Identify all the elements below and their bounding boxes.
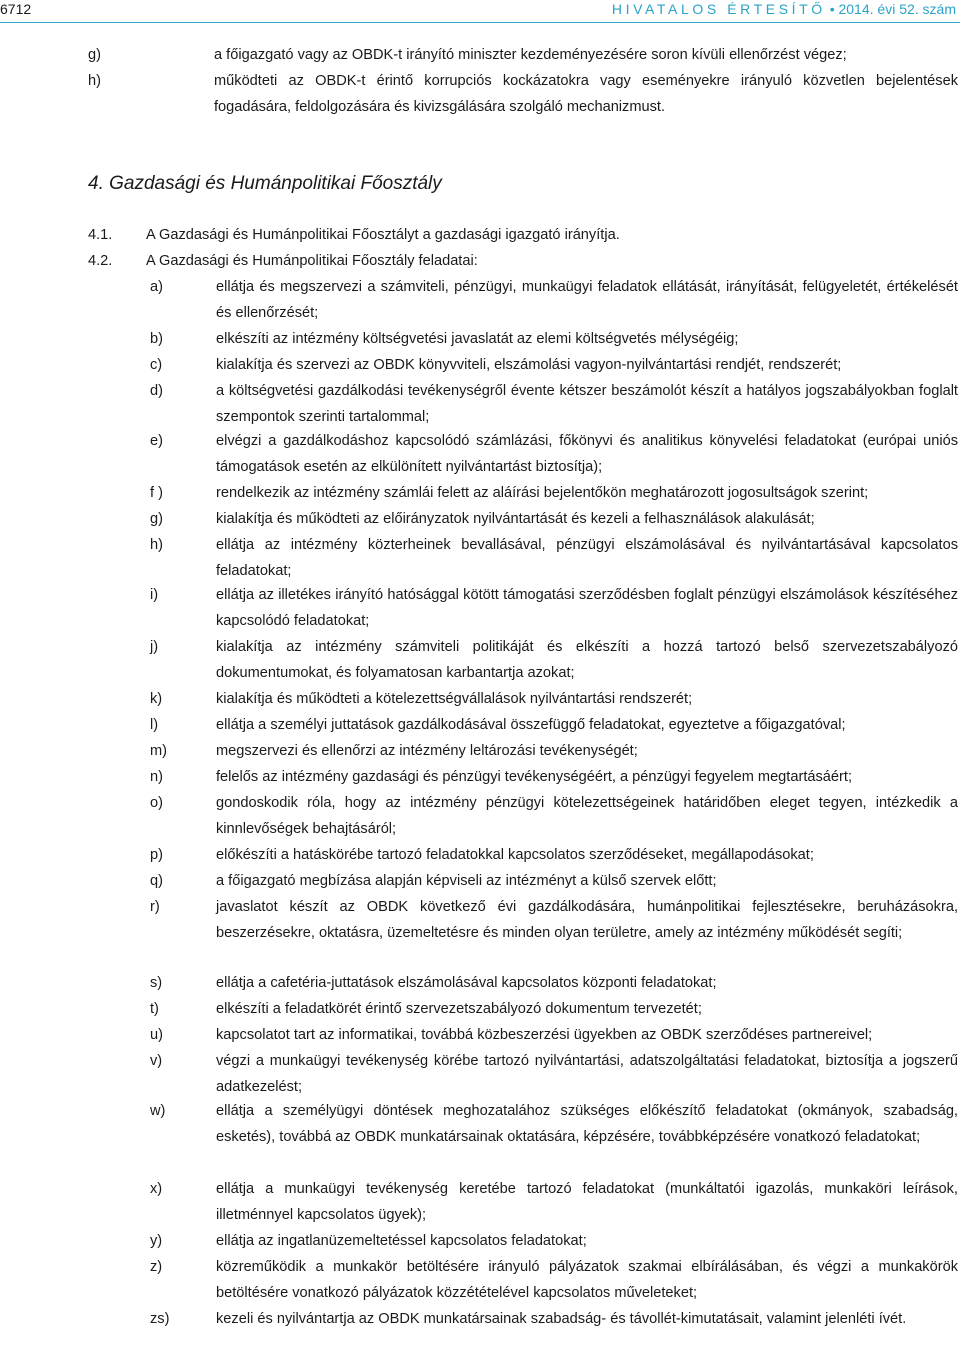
task-text: elkészíti az intézmény költségvetési javaslatát az elemi költségvetés mélységéig; (216, 331, 739, 347)
task-text: rendelkezik az intézmény számlái felett az aláírási bejelentőkön meghatározott jogosultságok szerint; (216, 485, 869, 501)
task-text: előkészíti a hatáskörébe tartozó feladatokkal kapcsolatos szerződéseket, megállapodásokat; (216, 847, 814, 863)
task-text: elvégzi a gazdálkodáshoz kapcsolódó számlázási, főkönyvi és analitikus könyvelési feladatokat (európai uniós támogatások esetén az elkülönített nyilvántartást biztosítja); (216, 433, 958, 475)
task-label: q) (150, 873, 163, 889)
task-text: végzi a munkaügyi tevékenység körébe tartozó nyilvántartási, adatszolgáltatási feladatokat, biztosítja a jogszerű adatkezelést; (216, 1053, 958, 1095)
task-label: j) (150, 639, 159, 655)
task-item (150, 1306, 958, 1332)
task-label: l) (150, 717, 159, 733)
task-label: b) (150, 331, 163, 347)
task-item (150, 1098, 958, 1150)
task-item (150, 582, 958, 634)
task-label: d) (150, 383, 163, 399)
task-text: javaslatot készít az OBDK következő évi gazdálkodására, humánpolitikai fejlesztésekre, beruházásokra, beszerzésekre, oktatásra, üzemeltetésre és minden olyan területre, amely az intézmény működését segíti; (216, 899, 958, 941)
task-text: kialakítja az intézmény számviteli politikáját és elkészíti a hozzá tartozó belső szervezetszabályozó dokumentumokat, és folyamatosan karbantartja azokat; (216, 639, 958, 681)
task-item (150, 326, 958, 352)
task-label: zs) (150, 1311, 170, 1327)
task-text: kezeli és nyilvántartja az OBDK munkatársainak szabadság- és távollét-kimutatásait, valamint jelenléti ívét. (216, 1311, 907, 1327)
task-text: kapcsolatot tart az informatikai, továbbá közbeszerzési ügyekben az OBDK szerződéses partnereivel; (216, 1027, 873, 1043)
task-item (150, 532, 958, 584)
item-text: a főigazgató vagy az OBDK-t irányító miniszter kezdeményezésére soron kívüli ellenőrzést végez; (214, 47, 847, 63)
task-text: ellátja az ingatlanüzemeltetéssel kapcsolatos feladatokat; (216, 1233, 587, 1249)
task-item (150, 274, 958, 326)
task-text: felelős az intézmény gazdasági és pénzügyi tevékenységéért, a pénzügyi fegyelem megtartásáért; (216, 769, 853, 785)
task-label: h) (150, 537, 163, 553)
header-rule (0, 22, 960, 23)
task-item (150, 868, 958, 894)
running-title (612, 0, 956, 18)
task-text: megszervezi és ellenőrzi az intézmény leltározási tevékenységét; (216, 743, 638, 759)
list-item (88, 42, 958, 68)
subsection-4-1 (88, 222, 620, 248)
task-item (150, 1228, 958, 1254)
task-label: a) (150, 279, 163, 295)
header-bullet: • (829, 1, 835, 17)
task-item (150, 634, 958, 686)
task-label: x) (150, 1181, 163, 1197)
subsection-4-2 (88, 248, 478, 274)
task-label: m) (150, 743, 168, 759)
task-text: ellátja és megszervezi a számviteli, pénzügyi, munkaügyi feladatok ellátását, irányítását, felügyeletét, értékelését és ellenőrzését; (216, 279, 958, 321)
task-text: a költségvetési gazdálkodási tevékenységről évente kétszer beszámolót készít a hatályos jogszabályokban foglalt szempontok szerinti tartalommal; (216, 383, 958, 425)
journal-name: HIVATALOS ÉRTESÍTŐ (611, 1, 826, 17)
task-item (150, 712, 958, 738)
section-title: 4. Gazdasági és Humánpolitikai Főosztály (88, 173, 442, 194)
task-item (150, 352, 958, 378)
task-item (150, 428, 958, 480)
task-label: k) (150, 691, 163, 707)
task-text: ellátja a személyügyi döntések meghozatalához szükséges előkészítő feladatokat (okmányok, szabadság, esketés), továbbá az OBDK munkatársainak oktatására, képzésére, továbbképzésére vonatkozó feladatokat; (216, 1103, 958, 1145)
task-item (150, 480, 958, 506)
task-item (150, 970, 958, 996)
task-item (150, 686, 958, 712)
subsection-number: 4.1. (88, 227, 113, 243)
task-text: ellátja a személyi juttatások gazdálkodásával összefüggő feladatokat, egyeztetve a főigazgatóval; (216, 717, 846, 733)
subsection-number: 4.2. (88, 253, 113, 269)
issue-label: 2014. évi 52. szám (838, 1, 956, 17)
task-label: y) (150, 1233, 163, 1249)
item-text: működteti az OBDK-t érintő korrupciós kockázatokra vagy eseményekre irányuló közvetlen bejelentések fogadására, feldolgozására és kivizsgálására szolgáló mechanizmust. (214, 73, 958, 115)
task-item (150, 842, 958, 868)
task-text: kialakítja és működteti a kötelezettségvállalások nyilvántartási rendszerét; (216, 691, 693, 707)
task-text: ellátja a cafetéria-juttatások elszámolásával kapcsolatos központi feladatokat; (216, 975, 717, 991)
task-item (150, 894, 958, 946)
task-item (150, 378, 958, 430)
task-label: g) (150, 511, 163, 527)
task-label: t) (150, 1001, 159, 1017)
task-item (150, 790, 958, 842)
task-label: e) (150, 433, 163, 449)
task-text: kialakítja és működteti az előirányzatok nyilvántartását és kezeli a felhasználások alakulását; (216, 511, 815, 527)
page-number: 6712 (0, 1, 32, 17)
task-label: i) (150, 587, 159, 603)
task-text: közreműködik a munkakör betöltésére irányuló pályázatok szakmai elbírálásában, és végzi a munkakörök betöltésére vonatkozó pályázatok közzétételével kapcsolatos műveleteket; (216, 1259, 958, 1301)
task-label: r) (150, 899, 160, 915)
task-item (150, 1022, 958, 1048)
task-item (150, 506, 958, 532)
task-label: f ) (150, 485, 163, 501)
task-text: gondoskodik róla, hogy az intézmény pénzügyi kötelezettségeinek határidőben eleget tegyen, intézkedik a kinnlevőségek behajtásáról; (216, 795, 958, 837)
task-item (150, 996, 958, 1022)
task-label: s) (150, 975, 163, 991)
task-label: v) (150, 1053, 163, 1069)
task-label: n) (150, 769, 163, 785)
task-text: a főigazgató megbízása alapján képviseli az intézményt a külső szervek előtt; (216, 873, 717, 889)
task-text: ellátja az intézmény közterheinek bevallásával, pénzügyi elszámolásával és nyilvántartásával kapcsolatos feladatokat; (216, 537, 958, 579)
task-label: p) (150, 847, 163, 863)
task-item (150, 1254, 958, 1306)
item-label: g) (88, 47, 101, 63)
page-header (0, 0, 960, 24)
task-text: kialakítja és szervezi az OBDK könyvviteli, elszámolási vagyon-nyilvántartási rendjét, rendszerét; (216, 357, 842, 373)
task-label: o) (150, 795, 163, 811)
task-item (150, 738, 958, 764)
task-label: z) (150, 1259, 163, 1275)
task-item (150, 1176, 958, 1228)
item-label: h) (88, 73, 101, 89)
task-text: ellátja a munkaügyi tevékenység keretébe tartozó feladatokat (munkáltatói igazolás, munkaköri leírások, illetménnyel kapcsolatos ügyek); (216, 1181, 958, 1223)
subsection-text: A Gazdasági és Humánpolitikai Főosztályt a gazdasági igazgató irányítja. (146, 227, 620, 243)
task-text: ellátja az illetékes irányító hatósággal kötött támogatási szerződésben foglalt pénzügyi elszámolások készítéséhez kapcsolódó feladatokat; (216, 587, 958, 629)
task-label: c) (150, 357, 163, 373)
task-item (150, 1048, 958, 1100)
task-text: elkészíti a feladatkörét érintő szervezetszabályozó dokumentum tervezetét; (216, 1001, 702, 1017)
task-item (150, 764, 958, 790)
task-label: u) (150, 1027, 163, 1043)
subsection-text: A Gazdasági és Humánpolitikai Főosztály feladatai: (146, 253, 478, 269)
task-label: w) (150, 1103, 166, 1119)
list-item (88, 68, 958, 120)
